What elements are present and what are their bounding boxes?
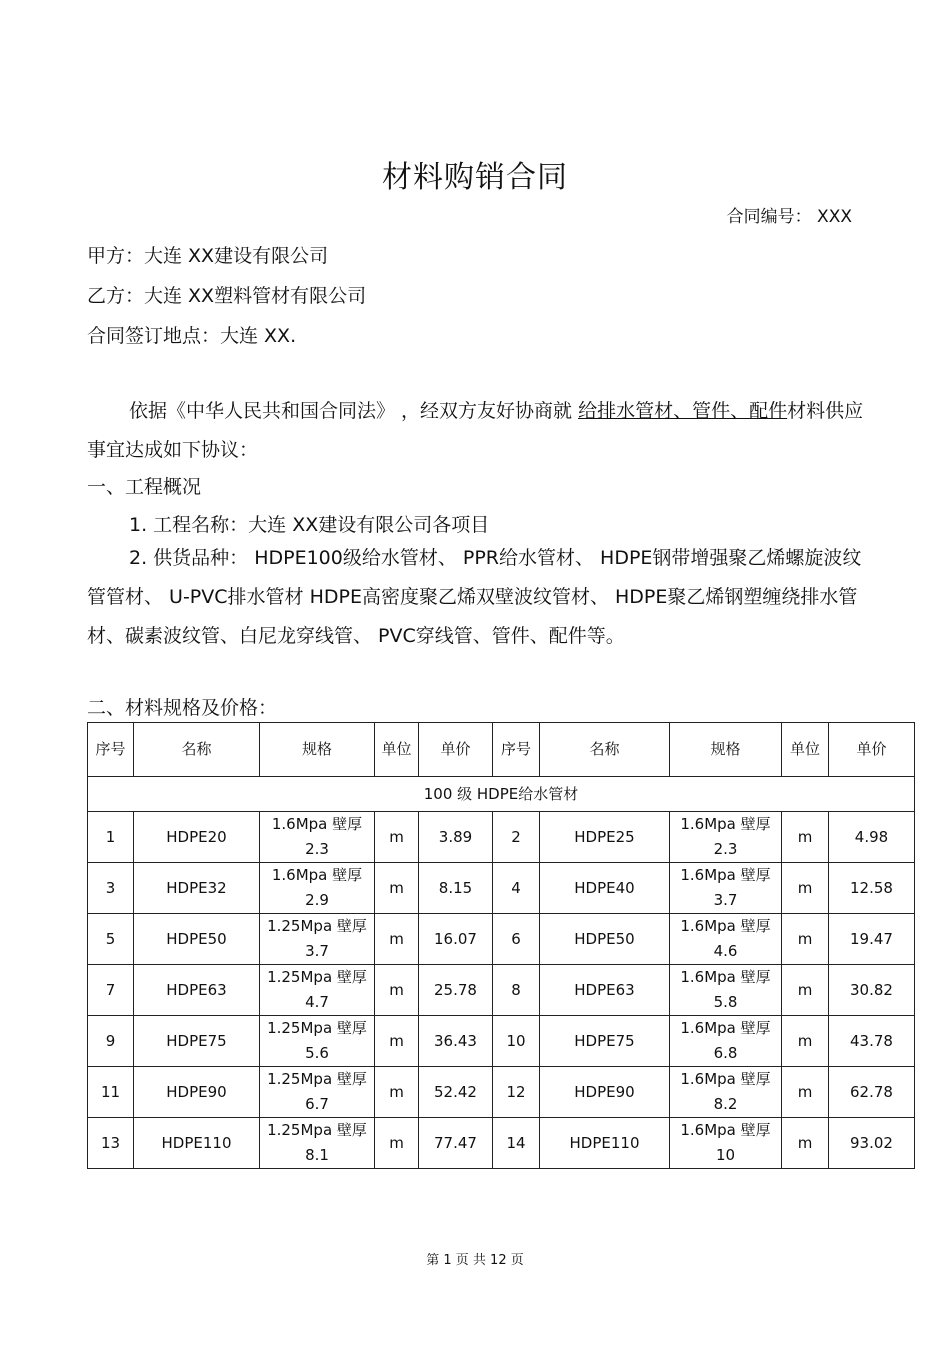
header-name: 名称 <box>540 723 670 777</box>
cell-no: 9 <box>88 1016 134 1067</box>
cell-no: 14 <box>493 1118 540 1169</box>
header-unit: 单位 <box>782 723 829 777</box>
cell-name: HDPE40 <box>540 863 670 914</box>
cell-price: 4.98 <box>829 812 915 863</box>
cell-unit: m <box>782 914 829 965</box>
intro-text-before: 依据《中华人民共和国合同法》 ，经双方友好协商就 <box>129 400 579 422</box>
cell-unit: m <box>782 863 829 914</box>
cell-unit: m <box>782 812 829 863</box>
cell-no: 6 <box>493 914 540 965</box>
cell-name: HDPE75 <box>134 1016 260 1067</box>
cell-name: HDPE25 <box>540 812 670 863</box>
cell-name: HDPE63 <box>540 965 670 1016</box>
header-price: 单价 <box>829 723 915 777</box>
header-no: 序号 <box>88 723 134 777</box>
cell-no: 4 <box>493 863 540 914</box>
cell-spec: 1.25Mpa 壁厚 4.7 <box>260 965 375 1016</box>
intro-text-after: 材料供应事宜达成如下协议： <box>87 400 864 461</box>
table-header-row <box>88 723 915 777</box>
table-group-row <box>88 777 915 812</box>
cell-no: 2 <box>493 812 540 863</box>
project-name: 1. 工程名称：大连 XX建设有限公司各项目 <box>129 514 490 536</box>
cell-no: 11 <box>88 1067 134 1118</box>
cell-price: 19.47 <box>829 914 915 965</box>
cell-no: 5 <box>88 914 134 965</box>
cell-spec: 1.25Mpa 壁厚 6.7 <box>260 1067 375 1118</box>
header-price: 单价 <box>419 723 493 777</box>
header-spec: 规格 <box>670 723 782 777</box>
contract-number: 合同编号： XXX <box>726 207 852 227</box>
cell-price: 43.78 <box>829 1016 915 1067</box>
cell-unit: m <box>782 1067 829 1118</box>
cell-spec: 1.25Mpa 壁厚 8.1 <box>260 1118 375 1169</box>
cell-price: 8.15 <box>419 863 493 914</box>
cell-price: 62.78 <box>829 1067 915 1118</box>
cell-unit: m <box>782 1016 829 1067</box>
cell-name: HDPE90 <box>134 1067 260 1118</box>
table-row <box>88 1067 915 1118</box>
cell-unit: m <box>782 965 829 1016</box>
section1-heading: 一、工程概况 <box>87 476 202 498</box>
cell-spec: 1.6Mpa 壁厚 8.2 <box>670 1067 782 1118</box>
table-row <box>88 914 915 965</box>
cell-no: 8 <box>493 965 540 1016</box>
cell-name: HDPE110 <box>540 1118 670 1169</box>
table-row <box>88 1118 915 1169</box>
cell-unit: m <box>375 965 419 1016</box>
party-a: 甲方：大连 XX建设有限公司 <box>87 245 329 267</box>
header-unit: 单位 <box>375 723 419 777</box>
section2-heading: 二、材料规格及价格： <box>87 697 278 719</box>
intro-underlined-goods: 给排水管材、管件、配件 <box>578 400 788 422</box>
header-name: 名称 <box>134 723 260 777</box>
cell-spec: 1.6Mpa 壁厚 6.8 <box>670 1016 782 1067</box>
cell-spec: 1.25Mpa 壁厚 5.6 <box>260 1016 375 1067</box>
cell-price: 52.42 <box>419 1067 493 1118</box>
cell-spec: 1.25Mpa 壁厚 3.7 <box>260 914 375 965</box>
cell-name: HDPE50 <box>134 914 260 965</box>
cell-unit: m <box>375 914 419 965</box>
cell-unit: m <box>375 1067 419 1118</box>
cell-price: 16.07 <box>419 914 493 965</box>
cell-spec: 1.6Mpa 壁厚 2.3 <box>260 812 375 863</box>
cell-price: 12.58 <box>829 863 915 914</box>
cell-name: HDPE20 <box>134 812 260 863</box>
cell-spec: 1.6Mpa 壁厚 3.7 <box>670 863 782 914</box>
cell-no: 12 <box>493 1067 540 1118</box>
cell-price: 30.82 <box>829 965 915 1016</box>
page-footer: 第 1 页 共 12 页 <box>426 1253 524 1268</box>
header-spec: 规格 <box>260 723 375 777</box>
table-row <box>88 863 915 914</box>
cell-no: 10 <box>493 1016 540 1067</box>
cell-no: 13 <box>88 1118 134 1169</box>
cell-no: 7 <box>88 965 134 1016</box>
document-title: 材料购销合同 <box>382 160 568 195</box>
group-title: 100 级 HDPE给水管材 <box>88 777 915 812</box>
cell-price: 77.47 <box>419 1118 493 1169</box>
table-row <box>88 1016 915 1067</box>
cell-spec: 1.6Mpa 壁厚 4.6 <box>670 914 782 965</box>
table-row <box>88 812 915 863</box>
cell-unit: m <box>375 863 419 914</box>
cell-price: 93.02 <box>829 1118 915 1169</box>
cell-name: HDPE63 <box>134 965 260 1016</box>
cell-unit: m <box>375 1118 419 1169</box>
cell-spec: 1.6Mpa 壁厚 5.8 <box>670 965 782 1016</box>
cell-unit: m <box>375 812 419 863</box>
cell-unit: m <box>782 1118 829 1169</box>
cell-name: HDPE32 <box>134 863 260 914</box>
cell-no: 1 <box>88 812 134 863</box>
cell-spec: 1.6Mpa 壁厚 10 <box>670 1118 782 1169</box>
cell-name: HDPE90 <box>540 1067 670 1118</box>
price-table <box>87 722 915 1169</box>
cell-price: 25.78 <box>419 965 493 1016</box>
cell-name: HDPE50 <box>540 914 670 965</box>
supply-varieties: 2. 供货品种： HDPE100级给水管材、 PPR给水管材、 HDPE钢带增强聚乙烯螺旋波纹管管材、 U-PVC排水管材 HDPE高密度聚乙烯双壁波纹管材、 HDPE聚乙烯钢塑缠绕排水管材、碳素波纹管、白尼龙穿线管、 PVC穿线管、管件、配件等。 <box>87 547 862 647</box>
party-b: 乙方：大连 XX塑料管材有限公司 <box>87 285 367 307</box>
cell-name: HDPE75 <box>540 1016 670 1067</box>
cell-price: 3.89 <box>419 812 493 863</box>
cell-price: 36.43 <box>419 1016 493 1067</box>
header-no: 序号 <box>493 723 540 777</box>
cell-name: HDPE110 <box>134 1118 260 1169</box>
cell-spec: 1.6Mpa 壁厚 2.9 <box>260 863 375 914</box>
sign-place: 合同签订地点：大连 XX. <box>87 325 297 347</box>
table-row <box>88 965 915 1016</box>
cell-spec: 1.6Mpa 壁厚 2.3 <box>670 812 782 863</box>
cell-unit: m <box>375 1016 419 1067</box>
cell-no: 3 <box>88 863 134 914</box>
intro-paragraph <box>87 392 877 470</box>
